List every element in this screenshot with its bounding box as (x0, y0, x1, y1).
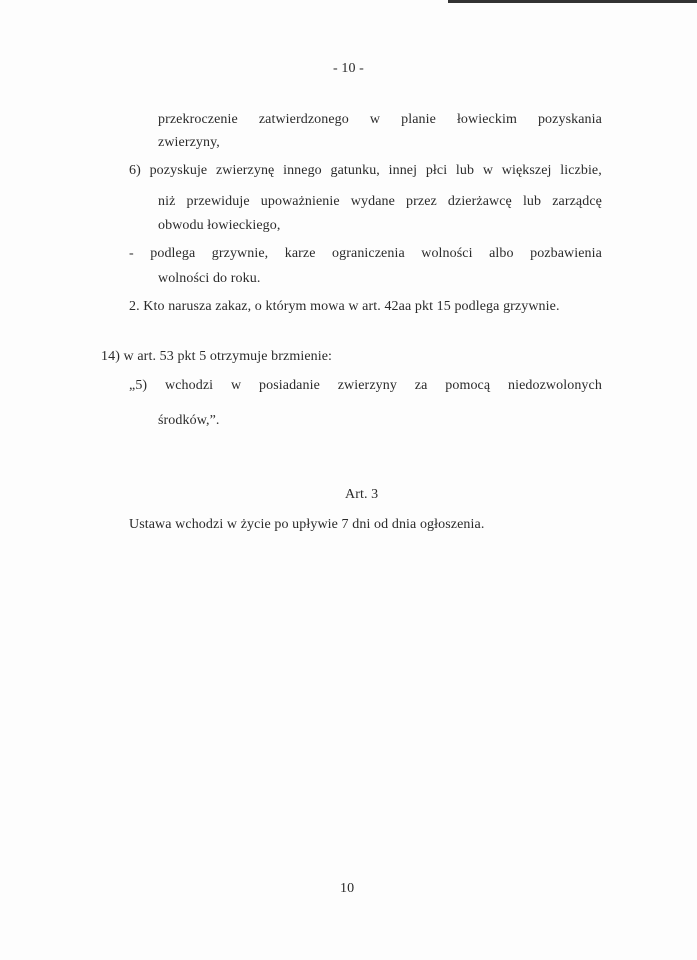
word: liczbie, (560, 163, 602, 178)
word: planie (401, 112, 436, 127)
word: zwierzynę (215, 163, 275, 178)
word: przekroczenie (158, 112, 238, 127)
word: innej (388, 163, 418, 178)
word: innego (283, 163, 322, 178)
word: za (414, 378, 428, 393)
word: upoważnienie (260, 194, 340, 209)
word: łowieckim (456, 112, 517, 127)
word: pomocą (445, 378, 491, 393)
item-14-quote-line-1 (129, 377, 602, 395)
line-przekroczenie (158, 111, 602, 129)
word: ograniczenia (332, 246, 405, 261)
article-3-text: Ustawa wchodzi w życie po upływie 7 dni od dnia ogłoszenia. (129, 517, 485, 532)
word: w (230, 378, 242, 393)
word: podlega (150, 246, 196, 261)
item-6-line-3: obwodu łowieckiego, (158, 218, 281, 233)
article-heading: Art. 3 (345, 487, 379, 502)
word: niż (158, 194, 176, 209)
word: grzywnie, (211, 246, 269, 261)
word: niedozwolonych (508, 378, 602, 393)
word: pozyskania (537, 112, 602, 127)
word: zarządcę (552, 194, 602, 209)
word: zwierzyny (337, 378, 397, 393)
word: w (482, 163, 494, 178)
word: lub (455, 163, 475, 178)
footer-page-number: 10 (340, 881, 355, 896)
line-zwierzyny: zwierzyny, (158, 135, 220, 150)
penalty-line-1 (129, 245, 602, 263)
item-14-line-1: 14) w art. 53 pkt 5 otrzymuje brzmienie: (101, 349, 333, 364)
word: posiadanie (259, 378, 320, 393)
word: wchodzi (165, 378, 214, 393)
word: przez (406, 194, 437, 209)
word: 6) (129, 163, 141, 178)
word: - (129, 246, 134, 261)
item-6-line-1 (129, 162, 602, 180)
word: wolności (421, 246, 473, 261)
item-14-quote-line-2: środków,”. (158, 413, 220, 428)
word: zatwierdzonego (258, 112, 349, 127)
word: większej (501, 163, 552, 178)
word: wydane (350, 194, 395, 209)
item-6-line-2 (158, 193, 602, 211)
page-marker: - 10 - (333, 61, 364, 76)
word: pozbawienia (530, 246, 602, 261)
paragraph-2: 2. Kto narusza zakaz, o którym mowa w art. 42aa pkt 15 podlega grzywnie. (129, 299, 560, 314)
word: karze (284, 246, 316, 261)
word: przewiduje (186, 194, 250, 209)
word: „5) (129, 378, 148, 393)
penalty-line-2: wolności do roku. (158, 271, 261, 286)
word: pozyskuje (149, 163, 208, 178)
top-edge-rule (448, 0, 697, 3)
word: albo (489, 246, 514, 261)
word: lub (522, 194, 542, 209)
word: dzierżawcę (447, 194, 512, 209)
word: w (369, 112, 381, 127)
word: gatunku, (330, 163, 380, 178)
word: płci (425, 163, 448, 178)
